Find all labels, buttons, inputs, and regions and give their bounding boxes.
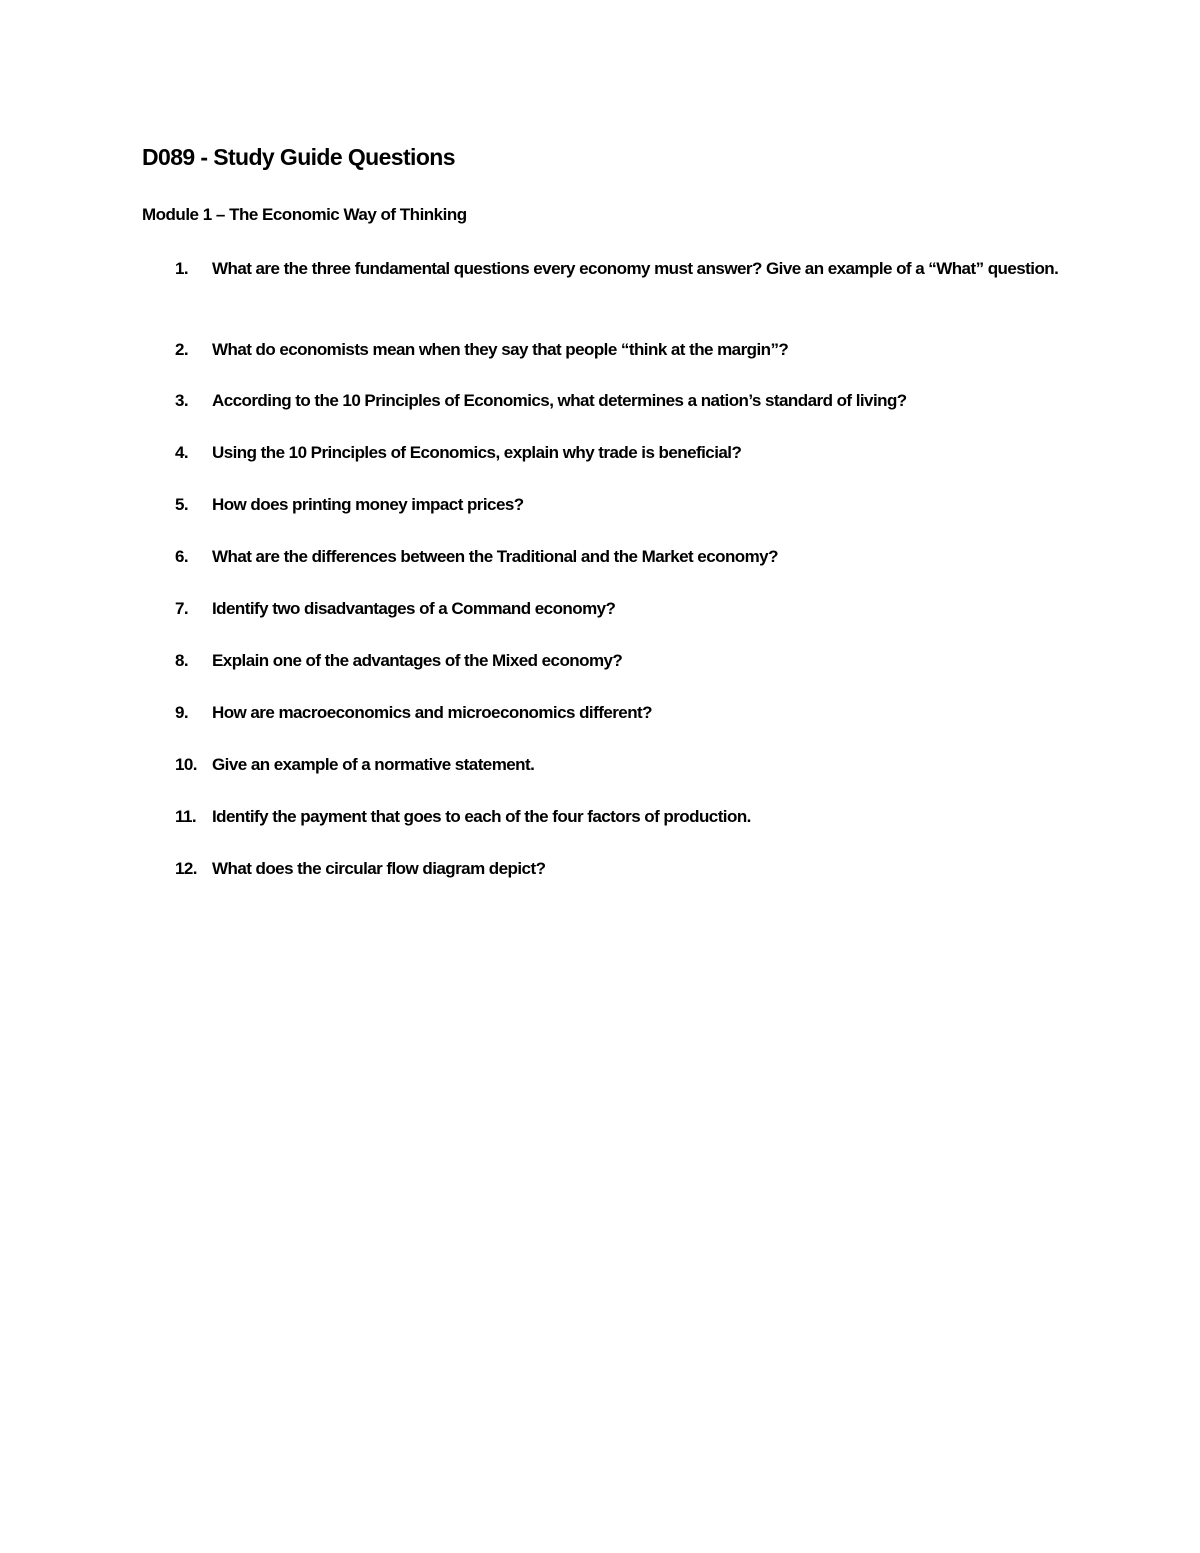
- question-number: 10.: [175, 755, 197, 774]
- document-title: D089 - Study Guide Questions: [142, 144, 455, 170]
- question-number: 4.: [175, 443, 189, 462]
- question-text: How are macroeconomics and microeconomics different?: [212, 703, 652, 722]
- module-heading: Module 1 – The Economic Way of Thinking: [142, 205, 467, 224]
- question-text: What do economists mean when they say that people “think at the margin”?: [212, 340, 789, 359]
- question-text: Identify the payment that goes to each of the four factors of production.: [212, 807, 751, 826]
- question-number: 7.: [175, 599, 189, 618]
- question-number: 11.: [175, 807, 197, 826]
- question-number: 2.: [175, 340, 189, 359]
- question-text: What does the circular flow diagram depict?: [212, 859, 546, 878]
- question-text: What are the three fundamental questions every economy must answer? Give an example of a “What” question.: [212, 259, 1059, 278]
- question-text: According to the 10 Principles of Economics, what determines a nation’s standard of living?: [212, 391, 907, 410]
- question-number: 1.: [175, 259, 189, 278]
- question-number: 6.: [175, 547, 189, 566]
- question-text: Identify two disadvantages of a Command economy?: [212, 599, 616, 618]
- question-number: 5.: [175, 495, 189, 514]
- question-number: 9.: [175, 703, 189, 722]
- question-number: 3.: [175, 391, 189, 410]
- question-text: Using the 10 Principles of Economics, explain why trade is beneficial?: [212, 443, 742, 462]
- question-text: Give an example of a normative statement.: [212, 755, 535, 774]
- question-number: 12.: [175, 859, 197, 878]
- question-number: 8.: [175, 651, 189, 670]
- question-text: Explain one of the advantages of the Mixed economy?: [212, 651, 623, 670]
- question-text: What are the differences between the Traditional and the Market economy?: [212, 547, 778, 566]
- question-text: How does printing money impact prices?: [212, 495, 524, 514]
